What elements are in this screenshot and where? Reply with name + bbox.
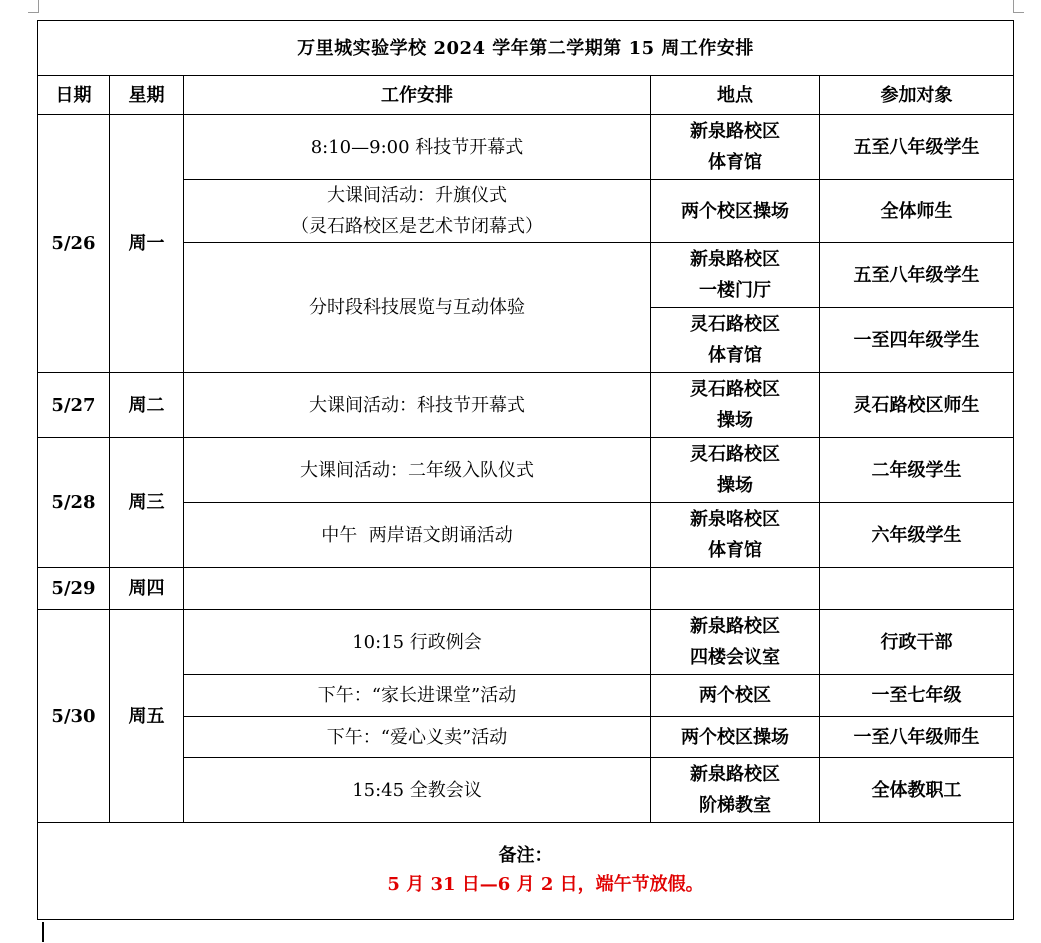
weekday-cell: 周三 [110, 438, 184, 568]
task-line: （灵石路校区是艺术节闭幕式） [291, 216, 543, 237]
task-line: 大课间活动：升旗仪式 [327, 185, 507, 206]
column-header-task: 工作安排 [184, 76, 651, 115]
location-line: 新泉路校区 [690, 764, 780, 785]
weekly-schedule-table [37, 20, 1014, 920]
title-row [38, 21, 1014, 76]
location-cell [651, 610, 820, 675]
participants-cell: 全体师生 [820, 180, 1014, 243]
page-corner-mark-left [28, 0, 39, 13]
location-line: 操场 [717, 410, 753, 431]
task-line: 8:10—9:00 科技节开幕式 [310, 136, 524, 158]
location-cell [651, 243, 820, 308]
task-cell [184, 503, 651, 568]
participants-cell [820, 568, 1014, 610]
task-cell [184, 610, 651, 675]
location-cell [651, 758, 820, 823]
location-cell [651, 675, 820, 717]
column-header-location: 地点 [651, 76, 820, 115]
task-cell [184, 115, 651, 180]
task-line: 中午 两岸语文朗诵活动 [321, 524, 513, 546]
location-line: 操场 [717, 475, 753, 496]
location-line: 一楼门厅 [699, 280, 771, 301]
table-row [38, 115, 1014, 180]
date-cell: 5/26 [38, 115, 110, 373]
location-line: 体育馆 [708, 540, 762, 561]
task-cell [184, 373, 651, 438]
page-corner-mark-right [1013, 0, 1024, 13]
location-cell [651, 373, 820, 438]
task-cell [184, 438, 651, 503]
table-row [38, 610, 1014, 675]
task-line: 大课间活动：二年级入队仪式 [300, 459, 534, 481]
location-cell [651, 717, 820, 758]
table-row [38, 758, 1014, 823]
location-line: 体育馆 [708, 345, 762, 366]
table-row [38, 717, 1014, 758]
participants-cell: 五至八年级学生 [820, 115, 1014, 180]
location-line: 新泉路校区 [690, 249, 780, 270]
task-cell [184, 717, 651, 758]
task-cell [184, 180, 651, 243]
location-line: 两个校区操场 [681, 200, 789, 222]
weekday-cell: 周一 [110, 115, 184, 373]
weekday-cell: 周五 [110, 610, 184, 823]
participants-cell: 行政干部 [820, 610, 1014, 675]
location-line: 灵石路校区 [690, 379, 780, 400]
location-line: 体育馆 [708, 152, 762, 173]
table-row [38, 243, 1014, 308]
location-line: 两个校区 [699, 685, 771, 706]
table-row [38, 438, 1014, 503]
date-cell: 5/28 [38, 438, 110, 568]
location-cell [651, 308, 820, 373]
document-title: 万里城实验学校 2024 学年第二学期第 15 周工作安排 [38, 21, 1014, 76]
location-cell [651, 115, 820, 180]
date-cell: 5/29 [38, 568, 110, 610]
notes-label: 备注： [498, 845, 553, 866]
participants-cell: 二年级学生 [820, 438, 1014, 503]
location-cell [651, 568, 820, 610]
location-line: 灵石路校区 [690, 314, 780, 335]
location-line: 两个校区操场 [681, 726, 789, 748]
date-cell: 5/27 [38, 373, 110, 438]
participants-cell: 全体教职工 [820, 758, 1014, 823]
location-cell [651, 180, 820, 243]
location-line: 新泉路校区 [690, 616, 780, 637]
table-row [38, 180, 1014, 243]
participants-cell: 一至七年级 [820, 675, 1014, 717]
location-line: 阶梯教室 [699, 795, 771, 816]
participants-cell: 一至四年级学生 [820, 308, 1014, 373]
weekday-cell: 周四 [110, 568, 184, 610]
column-header-date: 日期 [38, 76, 110, 115]
holiday-note: 5 月 31 日—6 月 2 日，端午节放假。 [387, 874, 704, 895]
location-line: 新泉路校区 [690, 121, 780, 142]
header-row [38, 76, 1014, 115]
column-header-participants: 参加对象 [820, 76, 1014, 115]
task-cell [184, 568, 651, 610]
task-line: 10:15 行政例会 [352, 631, 482, 653]
participants-cell: 五至八年级学生 [820, 243, 1014, 308]
table-row [38, 373, 1014, 438]
participants-cell: 一至八年级师生 [820, 717, 1014, 758]
task-cell [184, 758, 651, 823]
location-cell [651, 503, 820, 568]
task-cell [184, 675, 651, 717]
task-line: 15:45 全教会议 [352, 779, 482, 801]
text-cursor [42, 922, 44, 942]
participants-cell: 六年级学生 [820, 503, 1014, 568]
task-line: 下午：“家长进课堂”活动 [317, 685, 517, 706]
table-row [38, 568, 1014, 610]
table-row [38, 503, 1014, 568]
notes-cell [38, 823, 1014, 920]
column-header-weekday: 星期 [110, 76, 184, 115]
weekday-cell: 周二 [110, 373, 184, 438]
table-row [38, 675, 1014, 717]
notes-row [38, 823, 1014, 920]
task-line: 下午：“爱心义卖”活动 [326, 726, 508, 748]
task-cell [184, 243, 651, 373]
task-line: 大课间活动：科技节开幕式 [309, 394, 525, 416]
location-line: 新泉咯校区 [690, 509, 780, 530]
location-cell [651, 438, 820, 503]
task-line: 分时段科技展览与互动体验 [309, 297, 525, 318]
participants-cell: 灵石路校区师生 [820, 373, 1014, 438]
location-line: 灵石路校区 [690, 444, 780, 465]
location-line: 四楼会议室 [690, 647, 780, 668]
date-cell: 5/30 [38, 610, 110, 823]
